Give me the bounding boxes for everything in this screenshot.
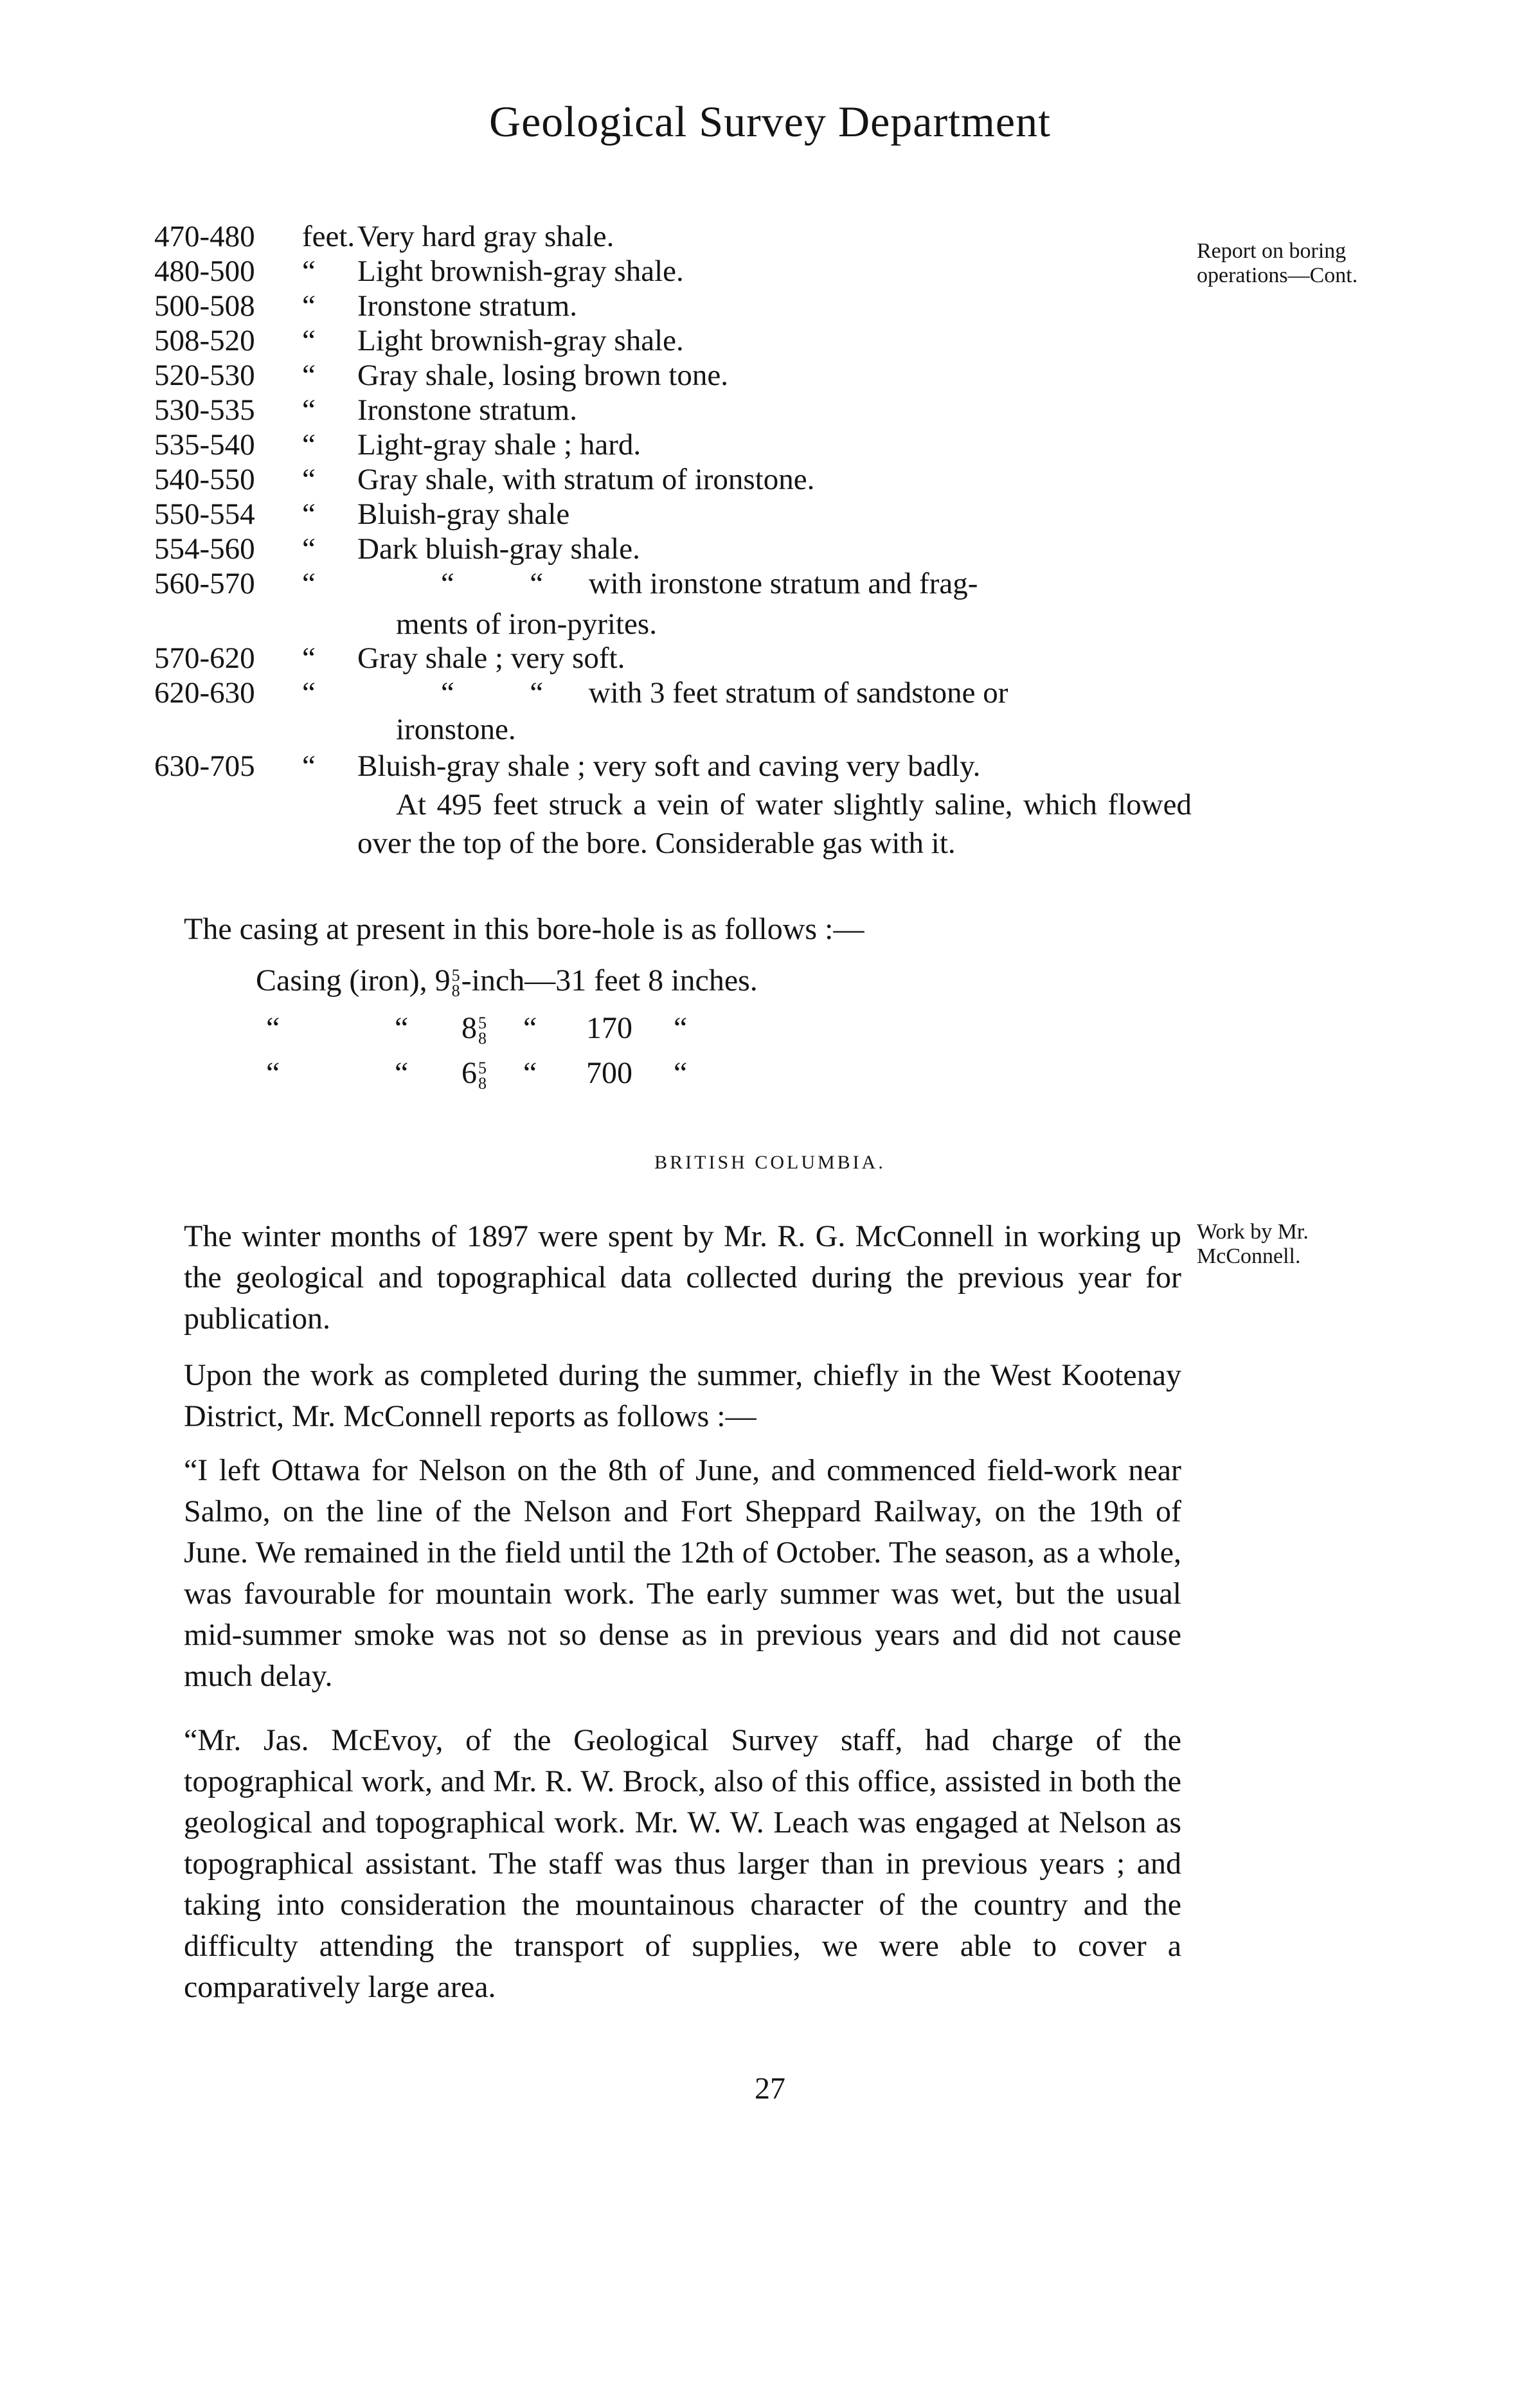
- log-continuation: ironstone.: [396, 713, 516, 746]
- log-description: Gray shale, with stratum of ironstone.: [357, 463, 815, 496]
- fraction: 5 8: [451, 965, 460, 1000]
- log-description: Dark bluish-gray shale.: [357, 532, 640, 566]
- log-description: Light-gray shale ; hard.: [357, 428, 641, 461]
- log-unit: “: [302, 463, 316, 496]
- log-description: Gray shale, losing brown tone.: [357, 359, 728, 392]
- log-unit: “: [302, 532, 316, 566]
- log-unit: “: [302, 324, 316, 357]
- log-description: Light brownish-gray shale.: [357, 255, 684, 288]
- log-continuation: ments of iron-pyrites.: [396, 607, 657, 641]
- log-depth-range: 554-560: [154, 532, 255, 566]
- casing-label: Casing (iron), 9: [256, 963, 451, 998]
- log-depth-range: 540-550: [154, 463, 255, 496]
- ditto-mark: “: [266, 1056, 280, 1090]
- log-depth-range: 500-508: [154, 289, 255, 323]
- log-depth-range: 630-705: [154, 749, 255, 783]
- log-depth-range: 520-530: [154, 359, 255, 392]
- log-unit: “: [302, 428, 316, 461]
- log-unit: feet.: [302, 220, 355, 253]
- log-depth-range: 570-620: [154, 641, 255, 675]
- log-unit: “: [302, 567, 316, 600]
- log-unit: “: [302, 393, 316, 427]
- casing-length: 700: [586, 1056, 632, 1090]
- log-description: Ironstone stratum.: [357, 289, 577, 323]
- casing-size: 8 5 8: [461, 1011, 487, 1048]
- margin-note-boring: Report on boring operations—Cont.: [1197, 239, 1358, 287]
- log-depth-range: 508-520: [154, 324, 255, 357]
- log-description: Very hard gray shale.: [357, 220, 614, 253]
- ditto-mark: “: [674, 1011, 688, 1045]
- log-description: “ “ with 3 feet stratum of sandstone or: [441, 676, 1008, 710]
- casing-spec: -inch—31 feet 8 inches.: [461, 963, 758, 998]
- log-depth-range: 560-570: [154, 567, 255, 600]
- casing-line: [256, 963, 758, 999]
- log-unit: “: [302, 749, 316, 783]
- log-unit: “: [302, 641, 316, 675]
- log-description: Light brownish-gray shale.: [357, 324, 684, 357]
- paragraph: Upon the work as completed during the summer, chiefly in the West Kootenay District, Mr. McConnell reports as follows :—: [184, 1358, 1181, 1433]
- ditto-mark: “: [674, 1056, 688, 1090]
- log-depth-range: 480-500: [154, 255, 255, 288]
- paragraph: The winter months of 1897 were spent by Mr. R. G. McConnell in working up the geological and topographical data collected during the previous year for publication.: [184, 1219, 1181, 1336]
- ditto-mark: “: [523, 1011, 537, 1045]
- log-depth-range: 470-480: [154, 220, 255, 253]
- log-unit: “: [302, 289, 316, 323]
- paragraph: “Mr. Jas. McEvoy, of the Geological Survey staff, had charge of the topographical work, and Mr. R. W. Brock, also of this office, assisted in both the geological and topographical work. Mr. W. W. Leach was engaged at Nelson as topographical assistant. The staff was thus larger than in previous years ; and taking into consideration the mountainous character of the country and the difficulty attending the transport of supplies, we were able to cover a comparatively large area.: [184, 1723, 1181, 2004]
- ditto-mark: “: [266, 1011, 280, 1045]
- log-description: Ironstone stratum.: [357, 393, 577, 427]
- casing-length: 170: [586, 1011, 632, 1045]
- log-depth-range: 550-554: [154, 497, 255, 531]
- log-description: Bluish-gray shale: [357, 497, 570, 531]
- log-depth-range: 535-540: [154, 428, 255, 461]
- log-unit: “: [302, 497, 316, 531]
- section-heading: BRITISH COLUMBIA.: [654, 1152, 886, 1173]
- margin-note-mcconnell: Work by Mr. McConnell.: [1197, 1220, 1309, 1268]
- log-unit: “: [302, 676, 316, 710]
- log-unit: “: [302, 255, 316, 288]
- casing-size: 6 5 8: [461, 1056, 487, 1093]
- ditto-mark: “: [523, 1056, 537, 1090]
- log-description: “ “ with ironstone stratum and frag-: [441, 567, 978, 600]
- log-description: Bluish-gray shale ; very soft and caving very badly.: [357, 749, 981, 783]
- log-depth-range: 530-535: [154, 393, 255, 427]
- page-number: 27: [755, 2072, 785, 2106]
- water-note: At 495 feet struck a vein of water slightly saline, which flowed over the top of the bore. Considerable gas with it.: [357, 788, 1192, 860]
- log-description: Gray shale ; very soft.: [357, 641, 625, 675]
- ditto-mark: “: [395, 1056, 409, 1090]
- ditto-mark: “: [395, 1011, 409, 1045]
- running-header: Geological Survey Department: [489, 97, 1051, 146]
- log-depth-range: 620-630: [154, 676, 255, 710]
- casing-intro: The casing at present in this bore-hole is as follows :—: [184, 912, 864, 946]
- paragraph: “I left Ottawa for Nelson on the 8th of June, and commenced field-work near Salmo, on the line of the Nelson and Fort Sheppard Railway, on the 19th of June. We remained in the field until the 12th of October. The season, as a whole, was favourable for mountain work. The early summer was wet, but the usual mid-summer smoke was not so dense as in previous years and did not cause much delay.: [184, 1453, 1181, 1693]
- log-unit: “: [302, 359, 316, 392]
